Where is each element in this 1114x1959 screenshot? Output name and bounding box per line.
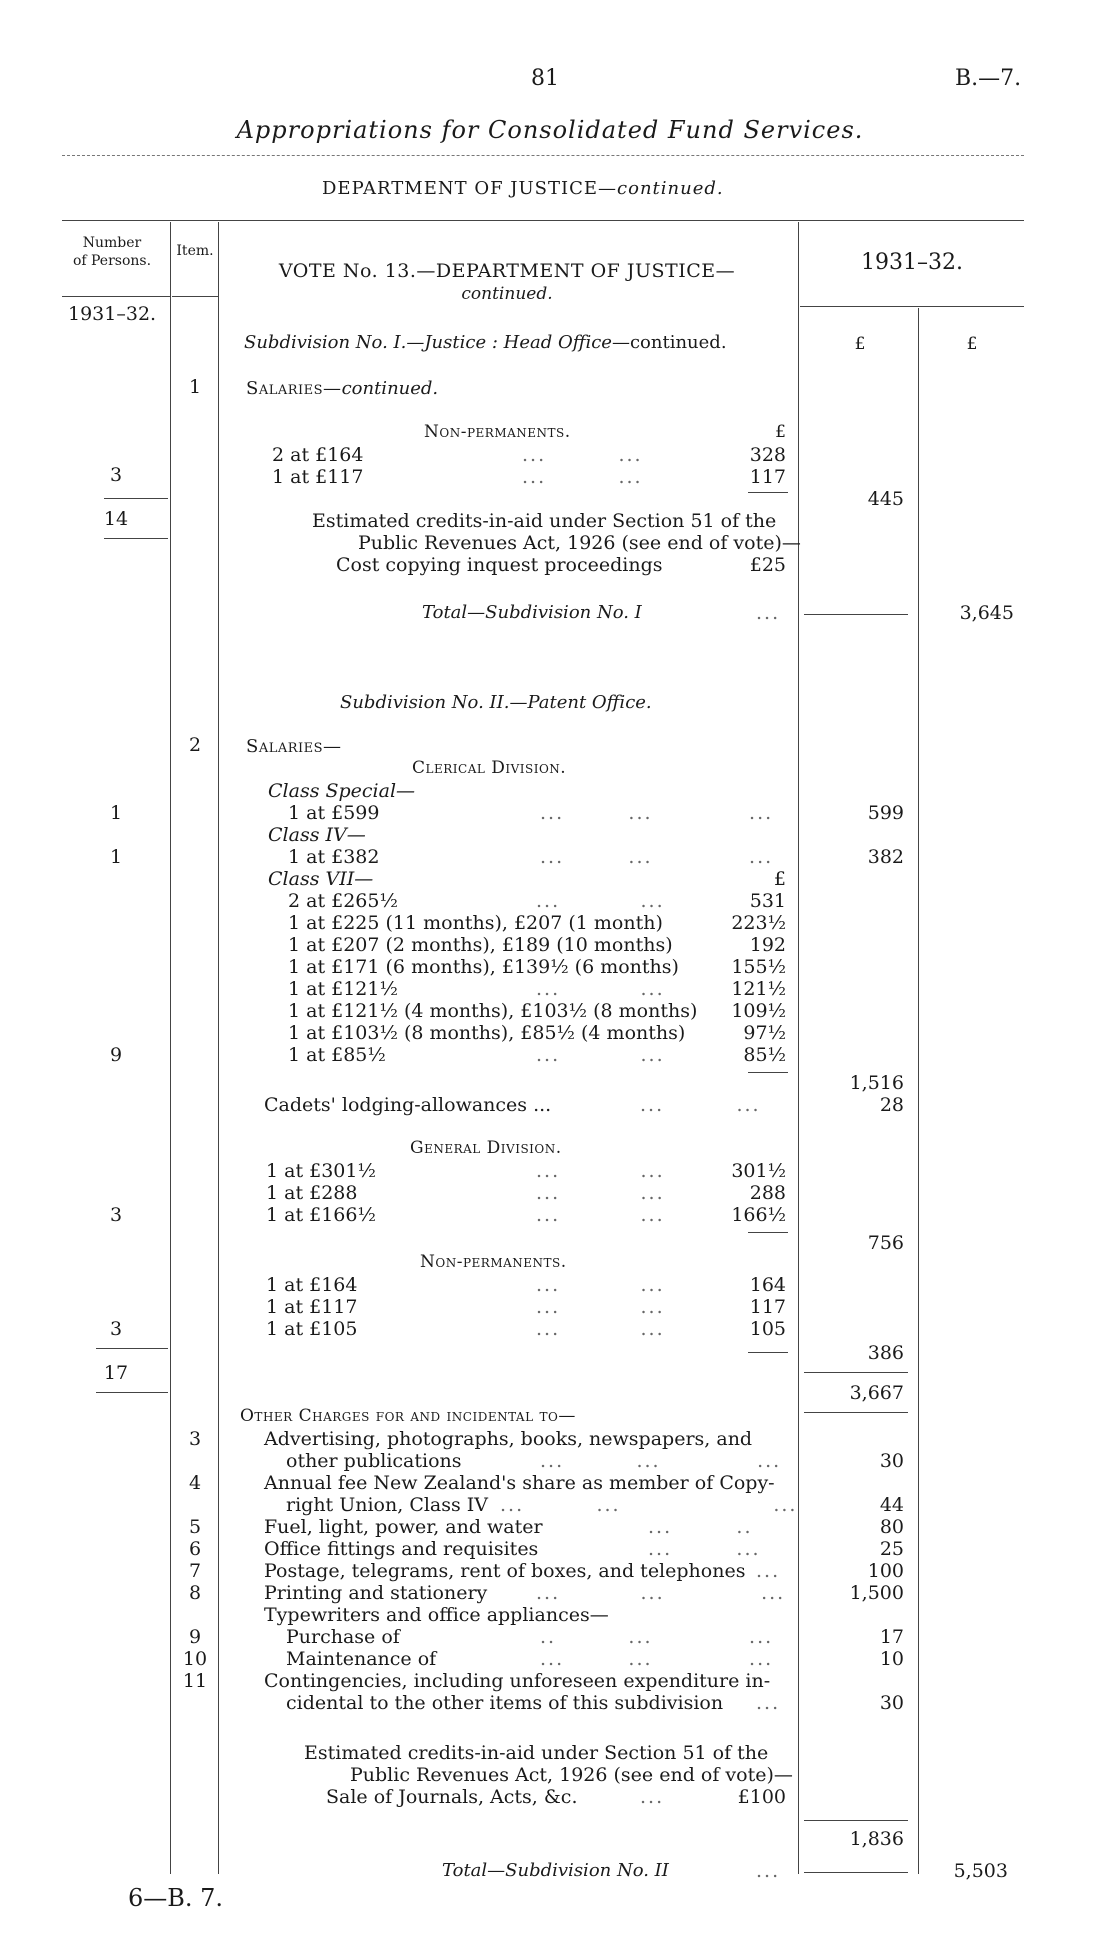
sub2-nonperm-amount: 105 [749,1318,786,1340]
item-number: 8 [188,1582,202,1604]
sub2-other-heading: Other Charges for and incidental to— [240,1406,576,1426]
sub2-total-amount: 5,503 [953,1860,1008,1882]
sub2-vii-row: 1 at £121½ (4 months), £103½ (8 months) [288,1000,698,1022]
sub1-col1-total: 445 [867,488,904,510]
persons-rule [96,1392,168,1393]
leader-dots: ... ... [536,1182,665,1204]
persons-col-rule [170,222,171,1874]
item-number: 4 [188,1472,202,1494]
sub2-vii-amount: 121½ [731,978,786,1000]
sub2-persons-total: 17 [103,1362,129,1384]
persons-header-rule [62,296,170,297]
page-title: Appropriations for Consolidated Fund Services. [236,116,864,144]
other-item-label: Postage, telegrams, rent of boxes, and telephones [264,1560,746,1582]
sub1-credits-amount: £25 [749,554,786,576]
sub1-persons: 3 [109,464,123,486]
leader-dots: .. ... ... [540,1626,774,1648]
year-rule [800,306,1024,307]
sub2-clerical-total: 1,516 [849,1072,904,1094]
sub1-row-label: 1 at £117 [272,466,364,488]
leader-dots: ... ... ... [540,1648,774,1670]
typewriter-item-label: Maintenance of [286,1648,437,1670]
sub2-vii-amount: 155½ [731,956,786,978]
sub1-nonperm-heading: Non-permanents. [424,422,571,442]
other-item-label: Printing and stationery [264,1582,488,1604]
sub2-general-row: 1 at £288 [266,1182,358,1204]
sum-rule [748,1072,788,1073]
sub2-vii-row: 1 at £121½ [288,978,398,1000]
other-item-amount: 80 [879,1516,904,1538]
item-number: 3 [188,1428,202,1450]
leader-dots: ... ... ... [500,1494,798,1516]
col2-pound: £ [966,334,978,354]
sub2-vii-amount: 97½ [743,1022,786,1044]
sub2-class-special: Class Special— [268,780,416,802]
sub1-salaries: Salaries—continued. [246,378,439,399]
other-item-amount: 1,500 [849,1582,904,1604]
leader-dots: ... .. [648,1516,753,1538]
sub1-total-amount: 3,645 [959,602,1014,624]
department-heading: DEPARTMENT OF JUSTICE—continued. [322,178,724,199]
persons-header-2: of Persons. [72,253,152,269]
leader-dots: ... ... ... [540,846,774,868]
sub2-cadets-amount: 28 [879,1094,904,1116]
sum-rule [748,1232,788,1233]
sub2-total-label: Total—Subdivision No. II [442,1860,669,1881]
sub2-general-amount: 166½ [731,1204,786,1226]
page-footer-signature: 6—B. 7. [128,1884,224,1912]
item-number: 10 [182,1648,208,1670]
contingencies-label: cidental to the other items of this subdivision [286,1692,724,1714]
other-item-amount: 30 [879,1450,904,1472]
sub2-class-vii: Class VII— [268,868,374,890]
sub1-row-amount: 117 [749,466,786,488]
sub2-credits-amount: £100 [737,1786,786,1808]
persons-rule [96,1348,168,1349]
other-item-label: Office fittings and requisites [264,1538,539,1560]
total-col-rule [918,308,919,1874]
leader-dots: ... ... [522,466,643,488]
sub1-total-label: Total—Subdivision No. I [422,602,642,623]
typewriter-item-amount: 17 [879,1626,904,1648]
persons-rule [104,538,168,539]
sub2-nonperm-amount: 117 [749,1296,786,1318]
year-header-left: 1931–32. [68,303,157,325]
sub2-nonperm-amount: 164 [749,1274,786,1296]
page-number: 81 [531,66,559,91]
leader-dots: ... [756,602,781,624]
sub2-special-row: 1 at £599 [288,802,380,824]
leader-dots: ... ... [536,1274,665,1296]
sum-rule [804,614,908,615]
sum-rule [804,1372,908,1373]
sub2-heading: Subdivision No. II.—Patent Office. [340,692,652,713]
leader-dots: ... ... ... [540,802,774,824]
other-item-amount: 44 [879,1494,904,1516]
sub1-credits: Estimated credits-in-aid under Section 51 of the [312,510,777,532]
other-item-label: Advertising, photographs, books, newspapers, and [264,1428,753,1450]
sub2-nonperm-row: 1 at £105 [266,1318,358,1340]
sub2-general-row: 1 at £301½ [266,1160,376,1182]
sub2-vii-row: 1 at £207 (2 months), £189 (10 months) [288,934,673,956]
leader-dots: ... [756,1860,781,1882]
persons-header: Number [82,235,142,251]
leader-dots: ... ... [648,1538,761,1560]
sum-rule [804,1412,908,1413]
sub1-credits: Cost copying inquest proceedings [336,554,663,576]
sub2-vii-amount: 531 [749,890,786,912]
sub2-vii-row: 1 at £225 (11 months), £207 (1 month) [288,912,663,934]
leader-dots: ... ... [536,1318,665,1340]
leader-dots: ... ... [536,1204,665,1226]
leader-dots: ... ... [536,1296,665,1318]
leader-dots: ... ... ... [536,1582,786,1604]
item-number: 5 [188,1516,202,1538]
sub2-iv-row: 1 at £382 [288,846,380,868]
sub2-general-amount: 301½ [731,1160,786,1182]
sub2-special-amount: 599 [867,802,904,824]
sub2-nonperm-row: 1 at £164 [266,1274,358,1296]
sub2-general-row: 1 at £166½ [266,1204,376,1226]
sub2-persons-nonperm: 3 [109,1318,123,1340]
table-top-rule [62,220,1024,221]
item-number: 7 [188,1560,202,1582]
sub2-general-total: 756 [867,1232,904,1254]
sub1-credits: Public Revenues Act, 1926 (see end of vote)— [358,532,801,554]
sub2-nonperm-total: 386 [867,1342,904,1364]
contingencies-amount: 30 [879,1692,904,1714]
persons-rule [104,498,168,499]
sub2-credits: Public Revenues Act, 1926 (see end of vote)— [350,1764,793,1786]
typewriter-item-label: Purchase of [286,1626,400,1648]
sub2-nonperm-row: 1 at £117 [266,1296,358,1318]
leader-dots: ... ... [522,444,643,466]
item-header: Item. [176,243,214,259]
typewriters-heading: Typewriters and office appliances— [264,1604,609,1626]
other-item-label: right Union, Class IV [286,1494,489,1516]
sub2-salaries: Salaries— [246,736,342,757]
leader-dots: ... ... [536,1160,665,1182]
sub2-vii-row: 2 at £265½ [288,890,398,912]
sub2-general-heading: General Division. [410,1138,562,1158]
other-item-amount: 100 [867,1560,904,1582]
sub1-persons-total: 14 [103,508,129,530]
amount-col-rule [798,222,799,1874]
vote-header-continued: continued. [461,284,553,304]
leader-dots: ... ... ... [540,1450,782,1472]
leader-dots: ... [640,1786,665,1808]
item-number: 9 [188,1626,202,1648]
sub1-row-label: 2 at £164 [272,444,364,466]
leader-dots: ... ... [640,1094,761,1116]
item-number: 11 [182,1670,208,1692]
leader-dots: ... ... [536,978,665,1000]
sum-rule [748,1352,788,1353]
sub2-salaries-total: 3,667 [849,1382,904,1404]
sub2-credits: Estimated credits-in-aid under Section 51 of the [304,1742,769,1764]
sub2-persons-vii: 9 [109,1044,123,1066]
leader-dots: ... [756,1692,781,1714]
sub2-item-salaries: 2 [188,734,202,756]
sub2-vii-amount: 109½ [731,1000,786,1022]
sub2-vii-amount: 85½ [743,1044,786,1066]
title-rule [62,155,1024,156]
sub2-persons-iv: 1 [109,846,123,868]
sub1-pound: £ [775,422,786,442]
leader-dots: ... [756,1560,781,1582]
sub2-clerical-heading: Clerical Division. [412,758,567,778]
sub1-row-amount: 328 [749,444,786,466]
sub2-vii-row: 1 at £171 (6 months), £139½ (6 months) [288,956,679,978]
sub2-col1-total: 1,836 [849,1828,904,1850]
sub2-vii-row: 1 at £85½ [288,1044,386,1066]
sub2-vii-row: 1 at £103½ (8 months), £85½ (4 months) [288,1022,686,1044]
sub1-item-number: 1 [188,376,202,398]
sub2-vii-pound: £ [773,868,786,890]
other-item-label: other publications [286,1450,462,1472]
other-item-label: Annual fee New Zealand's share as member of Copy- [264,1472,775,1494]
sub2-nonperm-heading: Non-permanents. [420,1252,567,1272]
sub2-vii-amount: 223½ [731,912,786,934]
typewriter-item-amount: 10 [879,1648,904,1670]
sub2-iv-amount: 382 [867,846,904,868]
col1-pound: £ [854,334,866,354]
document-reference: B.—7. [955,66,1022,91]
sub2-persons-general: 3 [109,1204,123,1226]
contingencies-label: Contingencies, including unforeseen expenditure in- [264,1670,771,1692]
other-item-label: Fuel, light, power, and water [264,1516,543,1538]
year-header-right: 1931–32. [861,250,963,275]
item-col-rule [218,222,219,1874]
leader-dots: ... ... [536,1044,665,1066]
sub2-persons-special: 1 [109,802,123,824]
sub1-heading: Subdivision No. I.—Justice : Head Office—continued. [244,332,727,353]
sum-rule [804,1820,908,1821]
sub2-cadets-label: Cadets' lodging-allowances ... [264,1094,552,1116]
sum-rule [804,1872,908,1873]
sub2-class-iv: Class IV— [268,824,366,846]
leader-dots: ... ... [536,890,665,912]
sub2-general-amount: 288 [749,1182,786,1204]
item-header-rule [172,296,218,297]
sub2-vii-amount: 192 [749,934,786,956]
item-number: 6 [188,1538,202,1560]
vote-header: VOTE No. 13.—DEPARTMENT OF JUSTICE— [278,260,736,282]
sub2-credits: Sale of Journals, Acts, &c. [326,1786,578,1808]
other-item-amount: 25 [879,1538,904,1560]
sum-rule [748,492,788,493]
